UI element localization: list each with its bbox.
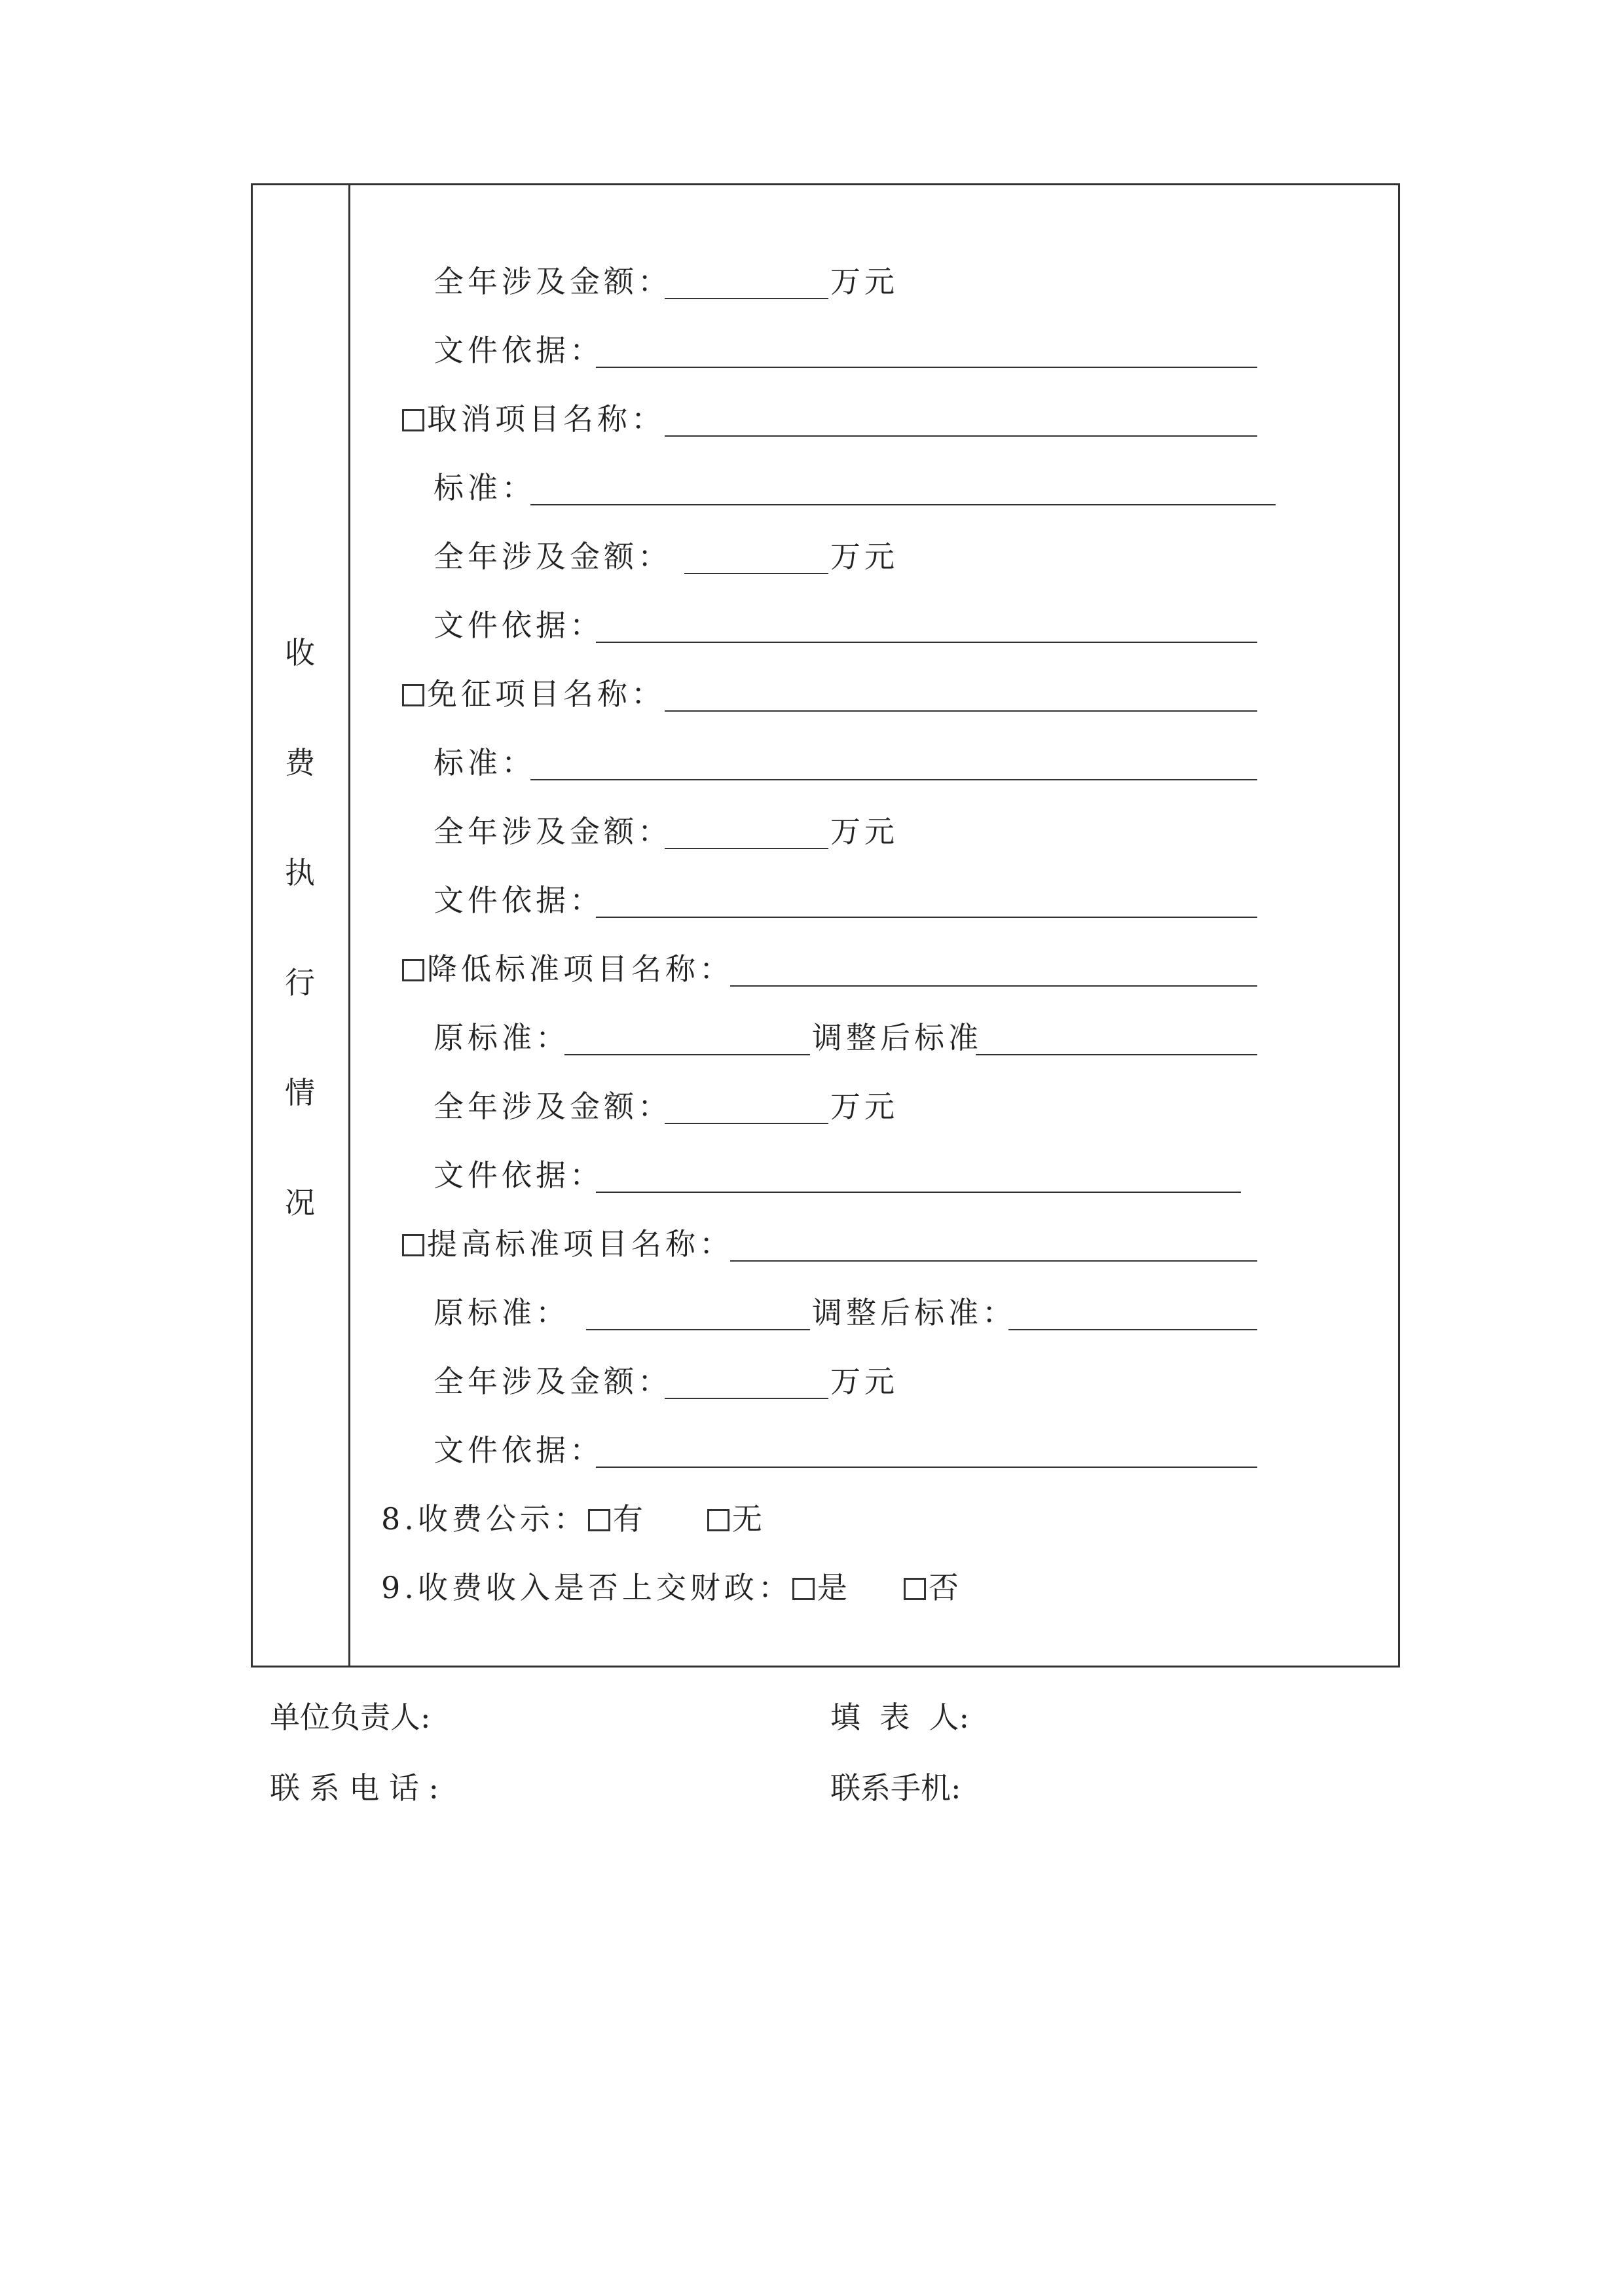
doc-basis-label-1: 文件依据： (434, 333, 604, 368)
amount-field-3[interactable] (665, 848, 828, 849)
amount-unit-5: 万元 (830, 1364, 898, 1399)
lower-standard-label: 降低标准项目名称： (427, 951, 733, 987)
doc-basis-label-3: 文件依据： (434, 883, 604, 918)
doc-basis-label-5: 文件依据： (434, 1432, 604, 1468)
amount-field-5[interactable] (665, 1398, 828, 1399)
doc-basis-field-2[interactable] (596, 642, 1257, 643)
cancel-item-label: 取消项目名称： (427, 401, 665, 437)
amount-label-3: 全年涉及金额： (434, 814, 672, 849)
doc-basis-field-1[interactable] (596, 367, 1257, 368)
fee-publicity-yes-label: 有 (612, 1501, 647, 1537)
revenue-to-treasury-no-checkbox[interactable] (904, 1578, 926, 1600)
amount-field-1[interactable] (665, 298, 828, 299)
revenue-to-treasury-no-label: 否 (928, 1570, 963, 1605)
section-label-char-3: 执 (285, 855, 315, 890)
exempt-item-label: 免征项目名称： (427, 676, 665, 712)
raise-standard-label: 提高标准项目名称： (427, 1226, 733, 1262)
column-divider (348, 183, 350, 1667)
revenue-to-treasury-yes-label: 是 (817, 1570, 851, 1605)
doc-basis-label-2: 文件依据： (434, 608, 604, 643)
amount-field-2[interactable] (684, 573, 828, 574)
section-label-char-4: 行 (285, 965, 315, 1000)
amount-label-2: 全年涉及金额： (434, 539, 672, 574)
amount-unit-2: 万元 (830, 539, 898, 574)
unit-head-label: 单位负责人: (270, 1700, 431, 1735)
adjusted-standard-label-1: 调整后标准 (812, 1020, 982, 1055)
amount-label-1: 全年涉及金额： (434, 264, 672, 299)
doc-basis-label-4: 文件依据： (434, 1157, 604, 1193)
section-label-char-5: 情 (285, 1075, 315, 1110)
amount-unit-1: 万元 (830, 264, 898, 299)
adjusted-standard-label-2: 调整后标准： (812, 1295, 1016, 1330)
adjusted-standard-field-1[interactable] (976, 1054, 1257, 1055)
adjusted-standard-field-2[interactable] (1008, 1329, 1257, 1330)
raise-standard-name-field[interactable] (730, 1260, 1257, 1262)
original-standard-label-2: 原标准： (434, 1295, 570, 1330)
revenue-to-treasury-label: 9.收费收入是否上交财政： (381, 1570, 792, 1605)
doc-basis-field-5[interactable] (596, 1467, 1257, 1468)
doc-basis-field-3[interactable] (596, 917, 1257, 918)
amount-label-5: 全年涉及金额： (434, 1364, 672, 1399)
exempt-item-name-field[interactable] (665, 710, 1257, 712)
standard-label-2: 标准： (434, 745, 536, 780)
standard-label-1: 标准： (434, 470, 536, 505)
fee-publicity-no-label: 无 (731, 1501, 766, 1537)
lower-standard-name-field[interactable] (730, 985, 1257, 987)
original-standard-field-1[interactable] (564, 1054, 810, 1055)
cancel-item-name-field[interactable] (665, 435, 1257, 437)
section-label-char-6: 况 (285, 1185, 315, 1220)
original-standard-label-1: 原标准： (434, 1020, 570, 1055)
amount-unit-3: 万元 (830, 814, 898, 849)
contact-phone-label: 联 系 电 话 : (270, 1770, 439, 1806)
standard-field-2[interactable] (530, 779, 1257, 780)
exempt-item-checkbox[interactable] (402, 684, 424, 706)
doc-basis-field-4[interactable] (596, 1192, 1241, 1193)
form-filler-label: 填 表 人: (830, 1700, 969, 1735)
revenue-to-treasury-yes-checkbox[interactable] (792, 1578, 815, 1600)
fee-publicity-label: 8.收费公示： (381, 1501, 588, 1537)
lower-standard-checkbox[interactable] (402, 959, 424, 981)
standard-field-1[interactable] (530, 504, 1276, 505)
amount-field-4[interactable] (665, 1123, 828, 1124)
fee-publicity-no-checkbox[interactable] (707, 1509, 729, 1531)
raise-standard-checkbox[interactable] (402, 1234, 424, 1256)
original-standard-field-2[interactable] (586, 1329, 810, 1330)
section-label-char-2: 费 (285, 745, 315, 780)
cancel-item-checkbox[interactable] (402, 409, 424, 431)
amount-unit-4: 万元 (830, 1089, 898, 1124)
section-label-char-1: 收 (285, 635, 315, 670)
contact-mobile-label: 联系手机: (830, 1770, 961, 1806)
amount-label-4: 全年涉及金额： (434, 1089, 672, 1124)
fee-publicity-yes-checkbox[interactable] (588, 1509, 610, 1531)
